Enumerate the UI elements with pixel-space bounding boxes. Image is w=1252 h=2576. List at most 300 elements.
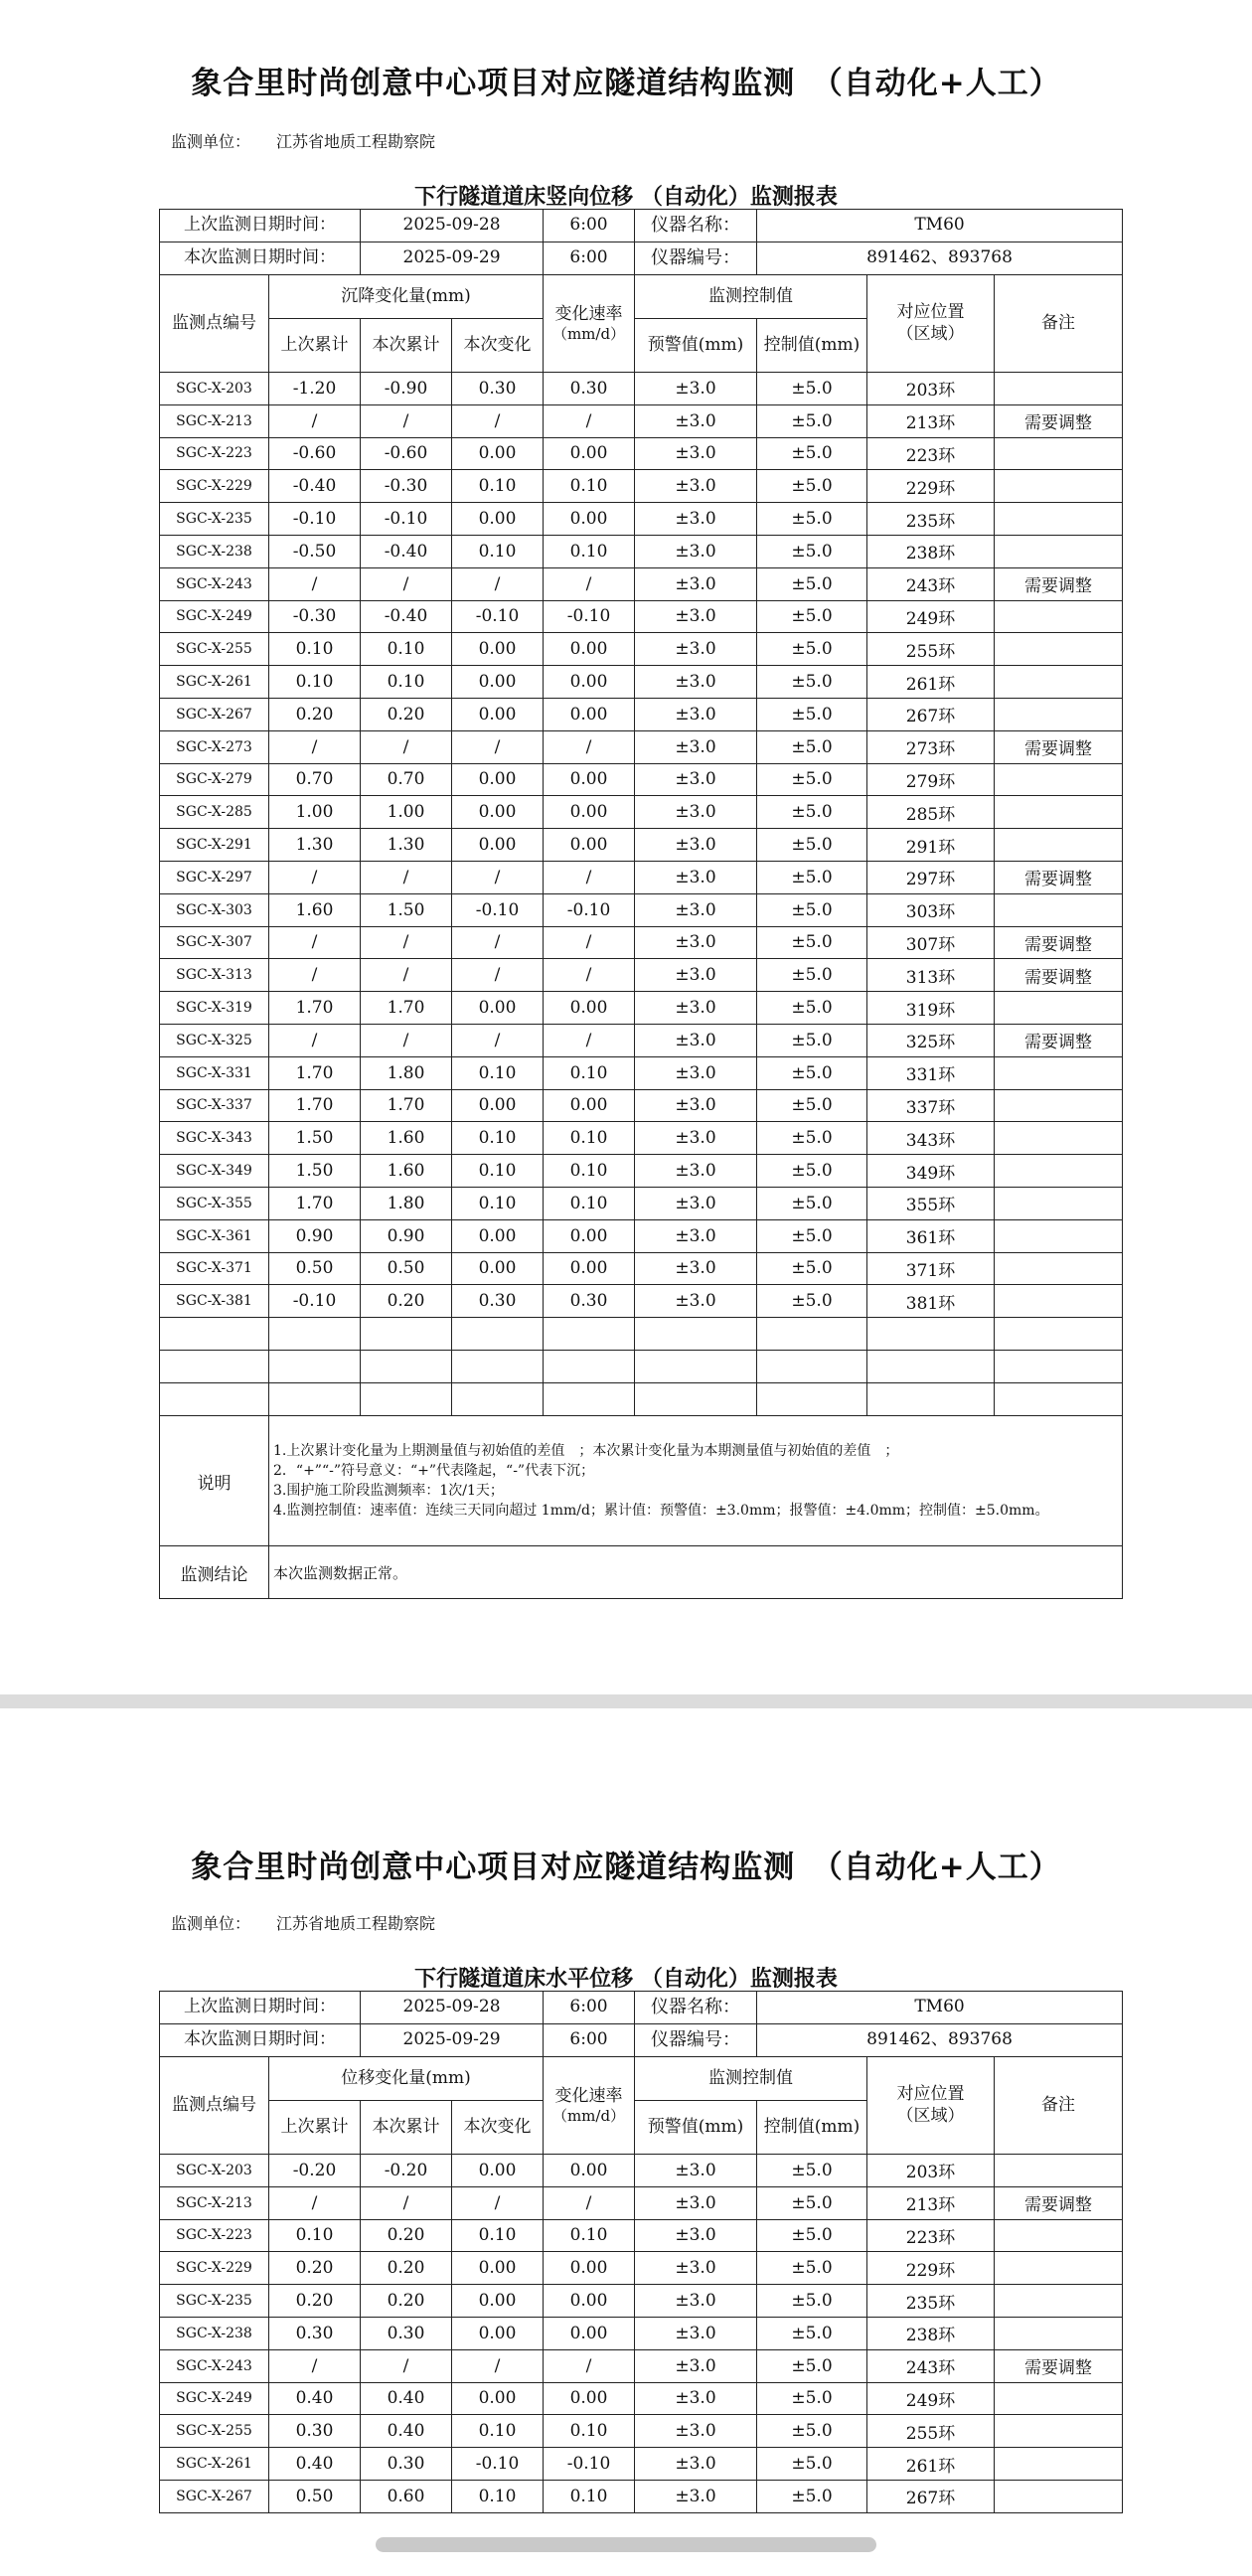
col-rate <box>544 2057 635 2155</box>
table-row <box>160 2285 1123 2318</box>
change-rate-cell: 0.10 <box>544 1056 635 1089</box>
change-rate-cell: 0.10 <box>544 535 635 567</box>
warning-value-cell: ±3.0 <box>635 1155 757 1188</box>
curr-cumulative-cell: / <box>361 567 452 600</box>
change-rate-cell: / <box>544 926 635 959</box>
conclusion: 本次监测数据正常。 <box>269 1546 1123 1599</box>
remark-cell <box>995 992 1123 1025</box>
control-value-cell: ±5.0 <box>757 535 867 567</box>
change-rate-cell: 0.10 <box>544 470 635 503</box>
monitoring-unit-label: 监测单位： <box>171 1914 251 1933</box>
table-row <box>160 666 1123 699</box>
curr-change-cell: 0.00 <box>452 698 544 730</box>
remark-cell <box>995 2285 1123 2318</box>
monitoring-unit-label: 监测单位： <box>171 132 251 151</box>
remark-cell <box>995 829 1123 862</box>
this-date: 2025-09-29 <box>361 242 544 275</box>
prev-cumulative-cell: 0.20 <box>269 2285 361 2318</box>
warning-value-cell: ±3.0 <box>635 567 757 600</box>
curr-cumulative-cell: -0.60 <box>361 437 452 470</box>
curr-cumulative-cell: / <box>361 404 452 437</box>
empty-cell <box>361 1351 452 1383</box>
prev-cumulative-cell: 1.70 <box>269 1056 361 1089</box>
prev-cumulative-cell: 1.50 <box>269 1122 361 1155</box>
warning-value-cell: ±3.0 <box>635 2448 757 2481</box>
curr-change-cell: 0.00 <box>452 2155 544 2187</box>
col-warn: 预警值(mm) <box>635 2101 757 2155</box>
curr-cumulative-cell: / <box>361 1024 452 1056</box>
remark-cell <box>995 1155 1123 1188</box>
change-rate-cell: 0.00 <box>544 829 635 862</box>
prev-cumulative-cell: / <box>269 2349 361 2382</box>
report-header-title: 象合里时尚创意中心项目对应隧道结构监测 （自动化+人工） <box>191 66 1061 101</box>
position-cell: 279环 <box>867 763 995 796</box>
warning-value-cell: ±3.0 <box>635 1285 757 1318</box>
prev-cumulative-cell: -1.20 <box>269 373 361 405</box>
control-value-cell: ±5.0 <box>757 926 867 959</box>
control-value-cell: ±5.0 <box>757 2285 867 2318</box>
last-time: 6:00 <box>544 1992 635 2024</box>
position-cell: 243环 <box>867 2349 995 2382</box>
report-table-title: 下行隧道道床竖向位移 （自动化）监测报表 <box>414 184 838 210</box>
position-cell: 223环 <box>867 2219 995 2252</box>
curr-change-cell: 0.00 <box>452 437 544 470</box>
empty-cell <box>867 1383 995 1416</box>
point-id-cell: SGC-X-243 <box>160 567 269 600</box>
point-id-cell: SGC-X-267 <box>160 2480 269 2512</box>
table-row <box>160 2219 1123 2252</box>
warning-value-cell: ±3.0 <box>635 2219 757 2252</box>
change-rate-cell: 0.10 <box>544 2415 635 2448</box>
curr-change-cell: 0.00 <box>452 2252 544 2285</box>
position-cell: 331环 <box>867 1056 995 1089</box>
monitoring-unit-value: 江苏省地质工程勘察院 <box>276 132 436 151</box>
col-remark: 备注 <box>995 2057 1123 2155</box>
control-value-cell: ±5.0 <box>757 404 867 437</box>
curr-cumulative-cell: 1.00 <box>361 796 452 829</box>
position-cell: 238环 <box>867 535 995 567</box>
table-row <box>160 1219 1123 1252</box>
prev-cumulative-cell: 0.20 <box>269 698 361 730</box>
curr-cumulative-cell: -0.10 <box>361 503 452 536</box>
change-rate-cell: 0.00 <box>544 796 635 829</box>
warning-value-cell: ±3.0 <box>635 1024 757 1056</box>
point-id-cell: SGC-X-229 <box>160 470 269 503</box>
change-rate-cell: 0.10 <box>544 1155 635 1188</box>
point-id-cell: SGC-X-279 <box>160 763 269 796</box>
remark-cell <box>995 2382 1123 2415</box>
point-id-cell: SGC-X-343 <box>160 1122 269 1155</box>
position-cell: 285环 <box>867 796 995 829</box>
curr-cumulative-cell: 0.10 <box>361 666 452 699</box>
position-cell: 267环 <box>867 2480 995 2512</box>
control-value-cell: ±5.0 <box>757 1252 867 1285</box>
this-date-label: 本次监测日期时间： <box>160 2024 361 2057</box>
curr-change-cell: 0.00 <box>452 503 544 536</box>
prev-cumulative-cell: 0.40 <box>269 2382 361 2415</box>
warning-value-cell: ±3.0 <box>635 437 757 470</box>
point-id-cell: SGC-X-203 <box>160 373 269 405</box>
point-id-cell: SGC-X-243 <box>160 2349 269 2382</box>
control-value-cell: ±5.0 <box>757 503 867 536</box>
home-indicator[interactable] <box>376 2537 876 2552</box>
instrument-no-label: 仪器编号： <box>635 242 757 275</box>
curr-change-cell: / <box>452 926 544 959</box>
table-row <box>160 2349 1123 2382</box>
remark-cell <box>995 2480 1123 2512</box>
curr-cumulative-cell: 0.40 <box>361 2415 452 2448</box>
change-rate-cell: 0.00 <box>544 2252 635 2285</box>
control-value-cell: ±5.0 <box>757 437 867 470</box>
remark-cell <box>995 2219 1123 2252</box>
control-value-cell: ±5.0 <box>757 1285 867 1318</box>
table-row <box>160 796 1123 829</box>
prev-cumulative-cell: / <box>269 404 361 437</box>
curr-change-cell: -0.10 <box>452 2448 544 2481</box>
col-pos-region: （区域） <box>896 323 965 344</box>
curr-cumulative-cell: 0.40 <box>361 2382 452 2415</box>
curr-cumulative-cell: -0.40 <box>361 600 452 633</box>
remark-cell <box>995 2155 1123 2187</box>
table-row <box>160 2317 1123 2349</box>
change-rate-cell: / <box>544 861 635 893</box>
this-date-label: 本次监测日期时间： <box>160 242 361 275</box>
control-value-cell: ±5.0 <box>757 1155 867 1188</box>
empty-cell <box>757 1318 867 1351</box>
change-rate-cell: 0.00 <box>544 992 635 1025</box>
position-cell: 361环 <box>867 1219 995 1252</box>
curr-cumulative-cell: / <box>361 2349 452 2382</box>
prev-cumulative-cell: / <box>269 926 361 959</box>
point-id-cell: SGC-X-331 <box>160 1056 269 1089</box>
curr-cumulative-cell: 0.10 <box>361 633 452 666</box>
warning-value-cell: ±3.0 <box>635 470 757 503</box>
control-value-cell: ±5.0 <box>757 2349 867 2382</box>
control-value-cell: ±5.0 <box>757 992 867 1025</box>
point-id-cell: SGC-X-255 <box>160 633 269 666</box>
table-row <box>160 959 1123 992</box>
control-value-cell: ±5.0 <box>757 470 867 503</box>
remark-cell <box>995 763 1123 796</box>
prev-cumulative-cell: 0.50 <box>269 1252 361 1285</box>
warning-value-cell: ±3.0 <box>635 959 757 992</box>
curr-cumulative-cell: / <box>361 926 452 959</box>
remark-cell: 需要调整 <box>995 730 1123 763</box>
point-id-cell: SGC-X-261 <box>160 666 269 699</box>
point-id-cell: SGC-X-223 <box>160 2219 269 2252</box>
empty-cell <box>635 1351 757 1383</box>
warning-value-cell: ±3.0 <box>635 2415 757 2448</box>
warning-value-cell: ±3.0 <box>635 2252 757 2285</box>
point-id-cell: SGC-X-249 <box>160 2382 269 2415</box>
remark-cell: 需要调整 <box>995 567 1123 600</box>
position-cell: 255环 <box>867 2415 995 2448</box>
prev-cumulative-cell: 0.10 <box>269 666 361 699</box>
control-value-cell: ±5.0 <box>757 893 867 926</box>
remark-cell <box>995 893 1123 926</box>
curr-change-cell: 0.00 <box>452 633 544 666</box>
col-rate-label: 变化速率 <box>554 303 623 324</box>
change-rate-cell: 0.00 <box>544 2285 635 2318</box>
warning-value-cell: ±3.0 <box>635 666 757 699</box>
position-cell: 235环 <box>867 2285 995 2318</box>
empty-cell <box>867 1351 995 1383</box>
prev-cumulative-cell: 1.70 <box>269 1089 361 1122</box>
empty-cell <box>635 1383 757 1416</box>
point-id-cell: SGC-X-203 <box>160 2155 269 2187</box>
remark-cell <box>995 470 1123 503</box>
change-rate-cell: 0.10 <box>544 2219 635 2252</box>
table-row <box>160 2155 1123 2187</box>
point-id-cell: SGC-X-313 <box>160 959 269 992</box>
warning-value-cell: ±3.0 <box>635 730 757 763</box>
point-id-cell: SGC-X-255 <box>160 2415 269 2448</box>
empty-cell <box>160 1318 269 1351</box>
table-row <box>160 2252 1123 2285</box>
change-rate-cell: 0.10 <box>544 2480 635 2512</box>
remark-cell <box>995 633 1123 666</box>
curr-change-cell: 0.10 <box>452 535 544 567</box>
prev-cumulative-cell: 1.70 <box>269 992 361 1025</box>
col-control: 监测控制值 <box>635 275 867 319</box>
col-prev: 上次累计 <box>269 2101 361 2155</box>
curr-change-cell: 0.00 <box>452 2317 544 2349</box>
curr-cumulative-cell: 0.20 <box>361 2285 452 2318</box>
curr-cumulative-cell: 0.60 <box>361 2480 452 2512</box>
position-cell: 249环 <box>867 2382 995 2415</box>
control-value-cell: ±5.0 <box>757 567 867 600</box>
curr-cumulative-cell: / <box>361 730 452 763</box>
warning-value-cell: ±3.0 <box>635 861 757 893</box>
curr-change-cell: 0.30 <box>452 373 544 405</box>
change-rate-cell: 0.30 <box>544 373 635 405</box>
point-id-cell: SGC-X-235 <box>160 503 269 536</box>
table-row <box>160 470 1123 503</box>
curr-change-cell: 0.10 <box>452 2415 544 2448</box>
empty-cell <box>452 1318 544 1351</box>
change-rate-cell: -0.10 <box>544 893 635 926</box>
prev-cumulative-cell: -0.50 <box>269 535 361 567</box>
curr-cumulative-cell: 0.50 <box>361 1252 452 1285</box>
table-row <box>160 404 1123 437</box>
curr-change-cell: / <box>452 730 544 763</box>
position-cell: 238环 <box>867 2317 995 2349</box>
control-value-cell: ±5.0 <box>757 763 867 796</box>
col-rate-label: 变化速率 <box>554 2085 623 2106</box>
position-cell: 203环 <box>867 2155 995 2187</box>
point-id-cell: SGC-X-381 <box>160 1285 269 1318</box>
curr-cumulative-cell: 1.70 <box>361 1089 452 1122</box>
warning-value-cell: ±3.0 <box>635 926 757 959</box>
warning-value-cell: ±3.0 <box>635 633 757 666</box>
curr-change-cell: 0.00 <box>452 1252 544 1285</box>
control-value-cell: ±5.0 <box>757 2186 867 2219</box>
notes-label: 说明 <box>160 1416 269 1546</box>
instrument-no-label: 仪器编号： <box>635 2024 757 2057</box>
curr-cumulative-cell: 1.80 <box>361 1187 452 1219</box>
remark-cell <box>995 2448 1123 2481</box>
warning-value-cell: ±3.0 <box>635 2349 757 2382</box>
point-id-cell: SGC-X-213 <box>160 404 269 437</box>
table-row <box>160 567 1123 600</box>
table-row <box>160 861 1123 893</box>
table-row <box>160 373 1123 405</box>
col-pos <box>867 2057 995 2155</box>
remark-cell <box>995 600 1123 633</box>
prev-cumulative-cell: 0.90 <box>269 1219 361 1252</box>
control-value-cell: ±5.0 <box>757 2448 867 2481</box>
control-value-cell: ±5.0 <box>757 1056 867 1089</box>
col-curr: 本次累计 <box>361 2101 452 2155</box>
report-table <box>159 1991 1123 2513</box>
remark-cell <box>995 698 1123 730</box>
curr-cumulative-cell: 0.70 <box>361 763 452 796</box>
position-cell: 313环 <box>867 959 995 992</box>
point-id-cell: SGC-X-267 <box>160 698 269 730</box>
monitoring-unit-value: 江苏省地质工程勘察院 <box>276 1914 436 1933</box>
remark-cell <box>995 2252 1123 2285</box>
empty-cell <box>995 1383 1123 1416</box>
table-row <box>160 535 1123 567</box>
point-id-cell: SGC-X-229 <box>160 2252 269 2285</box>
col-point: 监测点编号 <box>160 2057 269 2155</box>
curr-cumulative-cell: 0.30 <box>361 2317 452 2349</box>
curr-cumulative-cell: / <box>361 861 452 893</box>
col-pos-label: 对应位置 <box>896 2084 965 2105</box>
position-cell: 343环 <box>867 1122 995 1155</box>
control-value-cell: ±5.0 <box>757 1219 867 1252</box>
point-id-cell: SGC-X-337 <box>160 1089 269 1122</box>
this-time: 6:00 <box>544 2024 635 2057</box>
position-cell: 229环 <box>867 2252 995 2285</box>
table-row <box>160 1024 1123 1056</box>
change-rate-cell: / <box>544 1024 635 1056</box>
warning-value-cell: ±3.0 <box>635 1122 757 1155</box>
remark-cell <box>995 1187 1123 1219</box>
position-cell: 291环 <box>867 829 995 862</box>
last-time: 6:00 <box>544 210 635 242</box>
warning-value-cell: ±3.0 <box>635 1219 757 1252</box>
remark-cell <box>995 1252 1123 1285</box>
prev-cumulative-cell: 0.30 <box>269 2317 361 2349</box>
this-date: 2025-09-29 <box>361 2024 544 2057</box>
control-value-cell: ±5.0 <box>757 730 867 763</box>
control-value-cell: ±5.0 <box>757 2155 867 2187</box>
empty-cell <box>269 1318 361 1351</box>
prev-cumulative-cell: / <box>269 730 361 763</box>
point-id-cell: SGC-X-235 <box>160 2285 269 2318</box>
table-row <box>160 2186 1123 2219</box>
curr-change-cell: 0.00 <box>452 666 544 699</box>
table-row <box>160 992 1123 1025</box>
note-line: 1.上次累计变化量为上期测量值与初始值的差值 ；本次累计变化量为本期测量值与初始值的差值 ； <box>273 1443 899 1460</box>
curr-cumulative-cell: -0.30 <box>361 470 452 503</box>
empty-cell <box>995 1318 1123 1351</box>
position-cell: 381环 <box>867 1285 995 1318</box>
table-row <box>160 829 1123 862</box>
table-row <box>160 633 1123 666</box>
remark-cell: 需要调整 <box>995 404 1123 437</box>
point-id-cell: SGC-X-325 <box>160 1024 269 1056</box>
control-value-cell: ±5.0 <box>757 373 867 405</box>
monitoring-unit <box>171 129 461 152</box>
control-value-cell: ±5.0 <box>757 1122 867 1155</box>
curr-change-cell: 0.00 <box>452 1089 544 1122</box>
curr-change-cell: / <box>452 1024 544 1056</box>
curr-change-cell: 0.00 <box>452 763 544 796</box>
prev-cumulative-cell: -0.10 <box>269 503 361 536</box>
table-row <box>160 1122 1123 1155</box>
remark-cell: 需要调整 <box>995 2186 1123 2219</box>
table-row <box>160 437 1123 470</box>
prev-cumulative-cell: / <box>269 1024 361 1056</box>
curr-change-cell: 0.00 <box>452 1219 544 1252</box>
curr-change-cell: 0.00 <box>452 2285 544 2318</box>
report-table-title: 下行隧道道床水平位移 （自动化）监测报表 <box>414 1966 838 1992</box>
table-row <box>160 1187 1123 1219</box>
control-value-cell: ±5.0 <box>757 796 867 829</box>
conclusion-label: 监测结论 <box>160 1546 269 1599</box>
empty-cell <box>269 1351 361 1383</box>
curr-change-cell: -0.10 <box>452 893 544 926</box>
position-cell: 213环 <box>867 404 995 437</box>
prev-cumulative-cell: 1.00 <box>269 796 361 829</box>
report-header-title: 象合里时尚创意中心项目对应隧道结构监测 （自动化+人工） <box>191 1850 1061 1885</box>
curr-change-cell: 0.10 <box>452 2219 544 2252</box>
control-value-cell: ±5.0 <box>757 633 867 666</box>
col-remark: 备注 <box>995 275 1123 373</box>
change-rate-cell: 0.00 <box>544 2317 635 2349</box>
curr-cumulative-cell: -0.90 <box>361 373 452 405</box>
position-cell: 303环 <box>867 893 995 926</box>
prev-cumulative-cell: 1.60 <box>269 893 361 926</box>
table-row <box>160 503 1123 536</box>
warning-value-cell: ±3.0 <box>635 373 757 405</box>
control-value-cell: ±5.0 <box>757 2382 867 2415</box>
empty-cell <box>757 1351 867 1383</box>
prev-cumulative-cell: -0.60 <box>269 437 361 470</box>
remark-cell <box>995 437 1123 470</box>
empty-cell <box>160 1351 269 1383</box>
table-row <box>160 1056 1123 1089</box>
report-table <box>159 209 1123 1599</box>
prev-cumulative-cell: / <box>269 567 361 600</box>
this-time: 6:00 <box>544 242 635 275</box>
curr-cumulative-cell: 1.30 <box>361 829 452 862</box>
curr-change-cell: / <box>452 2186 544 2219</box>
table-row <box>160 1155 1123 1188</box>
change-rate-cell: 0.10 <box>544 1122 635 1155</box>
col-pos <box>867 275 995 373</box>
point-id-cell: SGC-X-319 <box>160 992 269 1025</box>
note-line: 3.围护施工阶段监测频率：1次/1天； <box>273 1483 504 1500</box>
control-value-cell: ±5.0 <box>757 698 867 730</box>
prev-cumulative-cell: -0.10 <box>269 1285 361 1318</box>
col-curr: 本次累计 <box>361 319 452 373</box>
curr-change-cell: / <box>452 2349 544 2382</box>
point-id-cell: SGC-X-249 <box>160 600 269 633</box>
point-id-cell: SGC-X-291 <box>160 829 269 862</box>
control-value-cell: ±5.0 <box>757 861 867 893</box>
empty-cell <box>452 1383 544 1416</box>
curr-change-cell: 0.00 <box>452 796 544 829</box>
remark-cell <box>995 1122 1123 1155</box>
curr-change-cell: 0.10 <box>452 470 544 503</box>
position-cell: 371环 <box>867 1252 995 1285</box>
remark-cell <box>995 1089 1123 1122</box>
warning-value-cell: ±3.0 <box>635 1252 757 1285</box>
position-cell: 213环 <box>867 2186 995 2219</box>
